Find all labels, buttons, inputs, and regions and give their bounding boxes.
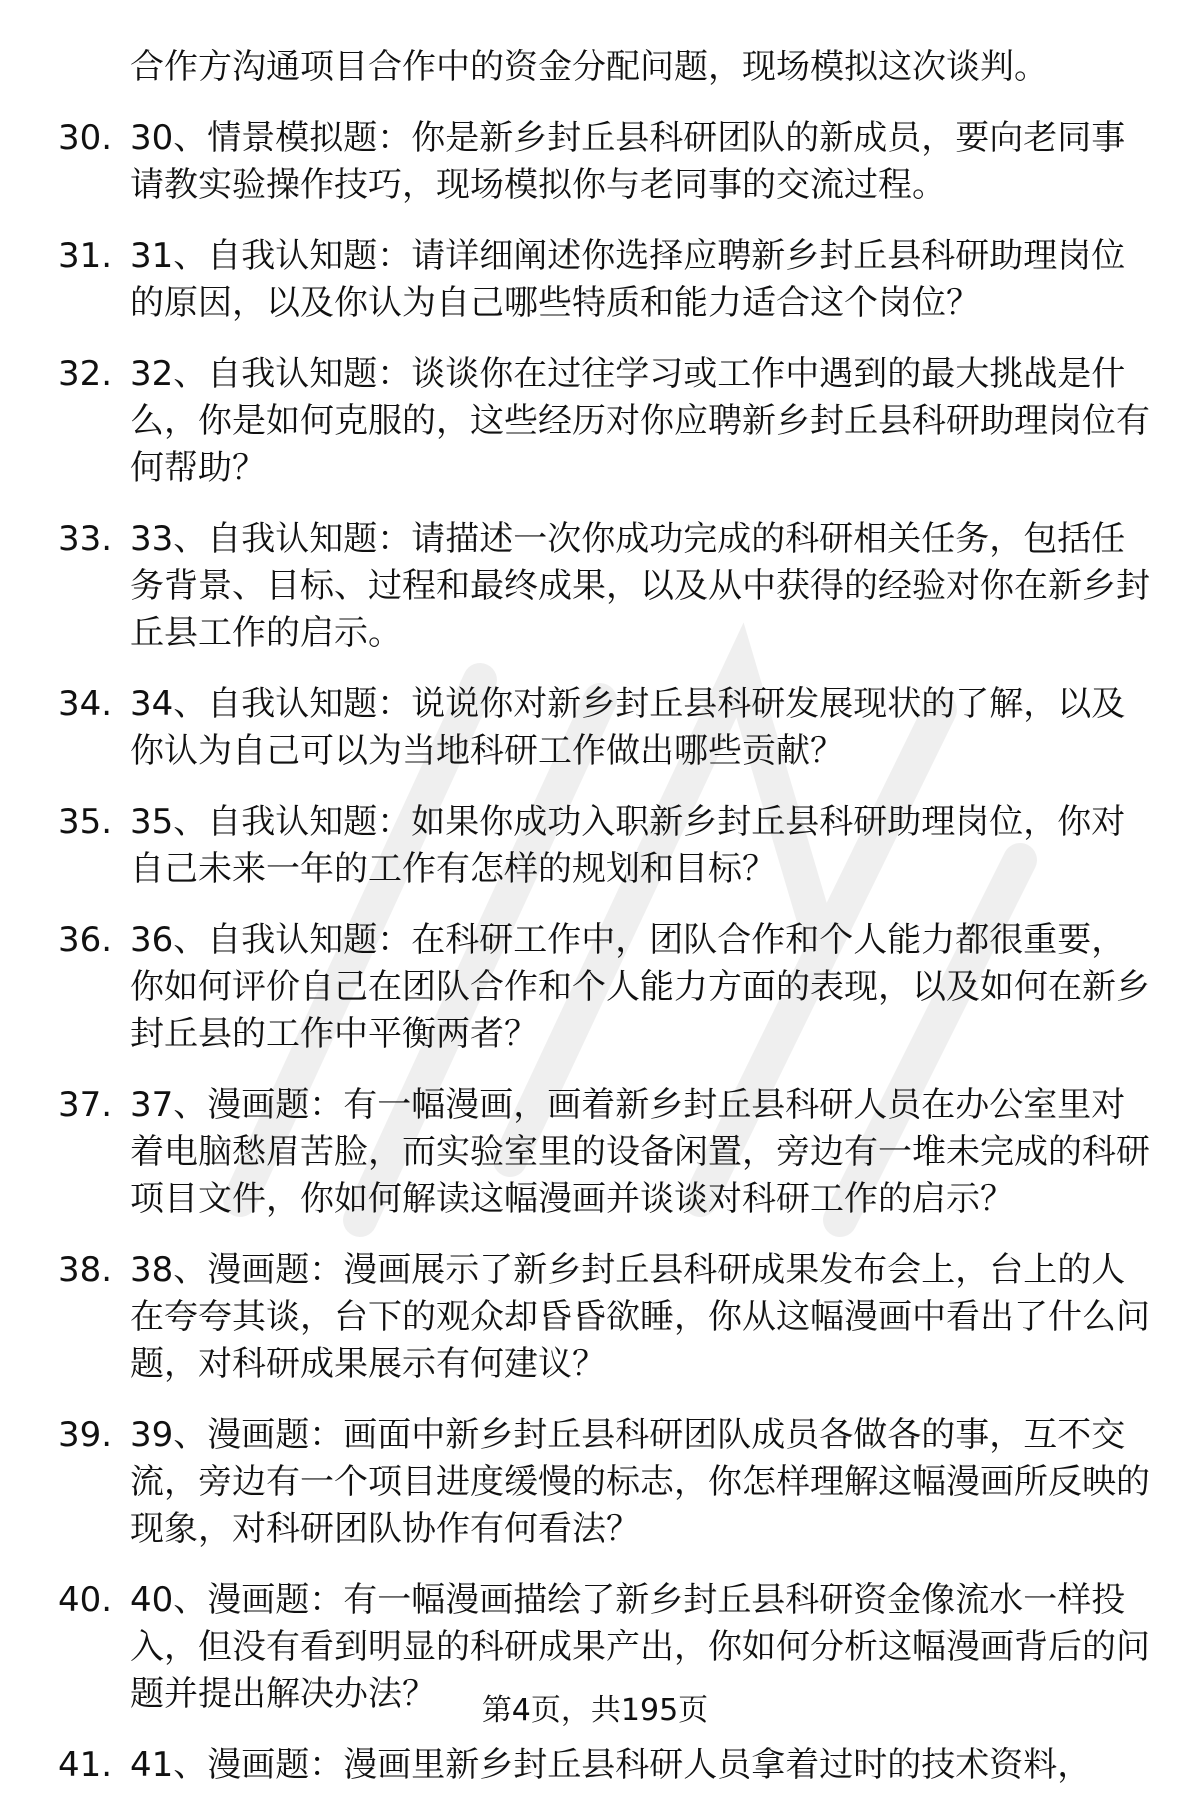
question-text: 39、漫画题：画面中新乡封丘县科研团队成员各做各的事，互不交流，旁边有一个项目进度缓慢的标志，你怎样理解这幅漫画所反映的现象，对科研团队协作有何看法？: [130, 1415, 1150, 1549]
question-number: 32.: [58, 354, 113, 394]
question-number: 31.: [58, 236, 113, 276]
question-text: 33、自我认知题：请描述一次你成功完成的科研相关任务，包括任务背景、目标、过程和最终成果，以及从中获得的经验对你在新乡封丘县工作的启示。: [130, 519, 1150, 653]
list-item: [58, 799, 1158, 893]
list-item: [58, 681, 1158, 775]
question-number: 38.: [58, 1250, 113, 1290]
question-text: 40、漫画题：有一幅漫画描绘了新乡封丘县科研资金像流水一样投入，但没有看到明显的科研成果产出，你如何分析这幅漫画背后的问题并提出解决办法？: [130, 1580, 1150, 1714]
question-number: 35.: [58, 802, 113, 842]
list-item: [58, 115, 1158, 209]
continuation-text: 合作方沟通项目合作中的资金分配问题，现场模拟这次谈判。: [130, 47, 1048, 87]
question-number: 37.: [58, 1085, 113, 1125]
question-number: 36.: [58, 920, 113, 960]
question-text: 30、情景模拟题：你是新乡封丘县科研团队的新成员，要向老同事请教实验操作技巧，现场模拟你与老同事的交流过程。: [130, 118, 1126, 205]
question-text: 34、自我认知题：说说你对新乡封丘县科研发展现状的了解，以及你认为自己可以为当地科研工作做出哪些贡献？: [130, 684, 1126, 771]
question-number: 34.: [58, 684, 113, 724]
question-text: 31、自我认知题：请详细阐述你选择应聘新乡封丘县科研助理岗位的原因，以及你认为自己哪些特质和能力适合这个岗位？: [130, 236, 1126, 323]
question-text: 35、自我认知题：如果你成功入职新乡封丘县科研助理岗位，你对自己未来一年的工作有怎样的规划和目标？: [130, 802, 1126, 889]
question-text: 41、漫画题：漫画里新乡封丘县科研人员拿着过时的技术资料，: [130, 1745, 1092, 1785]
list-item: [58, 351, 1158, 492]
question-text: 38、漫画题：漫画展示了新乡封丘县科研成果发布会上，台上的人在夸夸其谈，台下的观众却昏昏欲睡，你从这幅漫画中看出了什么问题，对科研成果展示有何建议？: [130, 1250, 1150, 1384]
list-item: [58, 1082, 1158, 1223]
question-number: 33.: [58, 519, 113, 559]
question-text: 32、自我认知题：谈谈你在过往学习或工作中遇到的最大挑战是什么，你是如何克服的，这些经历对你应聘新乡封丘县科研助理岗位有何帮助？: [130, 354, 1150, 488]
list-item: [58, 917, 1158, 1058]
question-list: [58, 44, 1158, 1813]
page-footer: 第4页，共195页: [481, 1693, 709, 1728]
list-item: [58, 1742, 1158, 1789]
question-number: 40.: [58, 1580, 113, 1620]
question-text: 37、漫画题：有一幅漫画，画着新乡封丘县科研人员在办公室里对着电脑愁眉苦脸，而实验室里的设备闲置，旁边有一堆未完成的科研项目文件，你如何解读这幅漫画并谈谈对科研工作的启示？: [130, 1085, 1150, 1219]
list-item: [58, 1412, 1158, 1553]
list-item: [58, 1247, 1158, 1388]
question-number: 30.: [58, 118, 113, 158]
list-item: [58, 516, 1158, 657]
question-number: 41.: [58, 1745, 113, 1785]
question-number: 39.: [58, 1415, 113, 1455]
question-text: 36、自我认知题：在科研工作中，团队合作和个人能力都很重要，你如何评价自己在团队合作和个人能力方面的表现，以及如何在新乡封丘县的工作中平衡两者？: [130, 920, 1150, 1054]
list-item: [58, 233, 1158, 327]
